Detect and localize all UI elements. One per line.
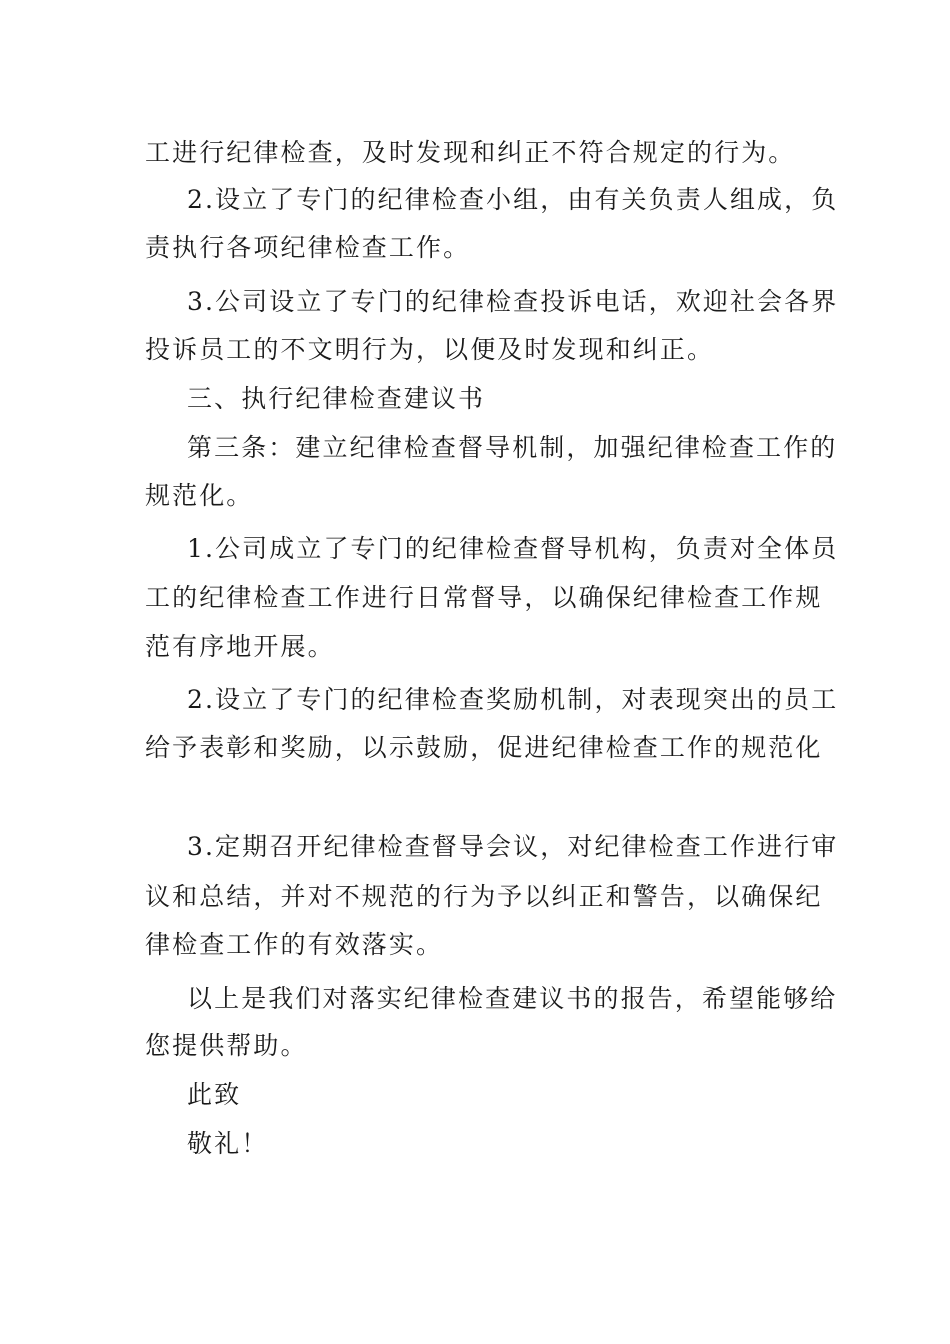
closing-salutation: 此致 — [187, 1080, 242, 1109]
text-line: 工的纪律检查工作进行日常督导，以确保纪律检查工作规 — [145, 583, 823, 612]
text-line: 工进行纪律检查，及时发现和纠正不符合规定的行为。 — [145, 138, 796, 167]
text-line: 律检查工作的有效落实。 — [145, 930, 444, 959]
text-line: 2.设立了专门的纪律检查小组，由有关负责人组成，负 — [187, 185, 839, 214]
text-line: 范有序地开展。 — [145, 632, 335, 661]
section-heading: 三、执行纪律检查建议书 — [187, 384, 486, 413]
text-line: 3.定期召开纪律检查督导会议，对纪律检查工作进行审 — [187, 832, 839, 861]
text-line: 3.公司设立了专门的纪律检查投诉电话，欢迎社会各界 — [187, 287, 839, 316]
text-line: 投诉员工的不文明行为，以便及时发现和纠正。 — [145, 335, 715, 364]
closing-regards: 敬礼！ — [187, 1129, 269, 1158]
text-line: 责执行各项纪律检查工作。 — [145, 233, 471, 262]
text-line: 以上是我们对落实纪律检查建议书的报告，希望能够给 — [187, 984, 838, 1013]
text-line: 议和总结，并对不规范的行为予以纠正和警告，以确保纪 — [145, 882, 823, 911]
text-line: 2.设立了专门的纪律检查奖励机制，对表现突出的员工 — [187, 685, 839, 714]
text-line: 给予表彰和奖励，以示鼓励，促进纪律检查工作的规范化 — [145, 733, 823, 762]
text-line: 第三条：建立纪律检查督导机制，加强纪律检查工作的 — [187, 433, 838, 462]
text-line: 1.公司成立了专门的纪律检查督导机构，负责对全体员 — [187, 534, 839, 563]
text-line: 您提供帮助。 — [145, 1031, 308, 1060]
text-line: 规范化。 — [145, 481, 254, 510]
